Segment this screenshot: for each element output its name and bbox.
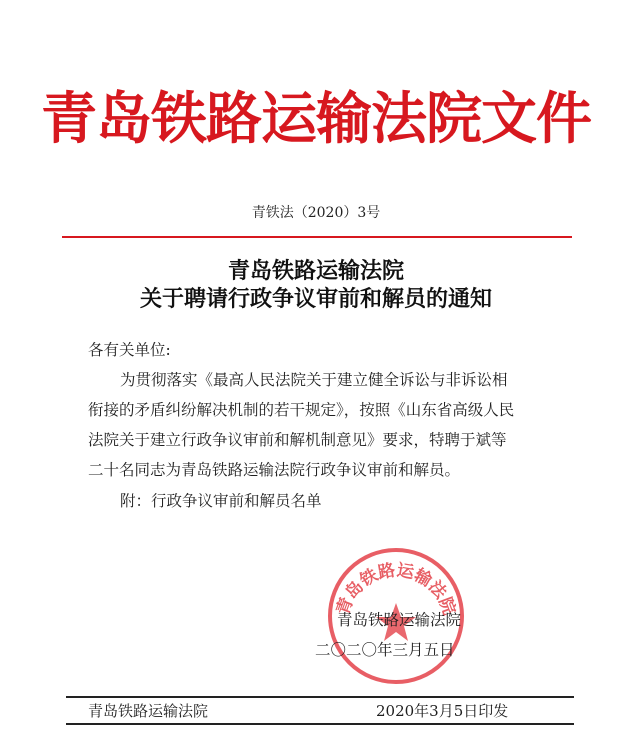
paragraph-line-3: 法院关于建立行政争议审前和解机制意见》要求，特聘于斌等 [88,431,507,449]
footer-rule-bottom [66,723,574,725]
issuer-name: 青岛铁路运输法院 [337,611,462,629]
notice-title-line-1: 青岛铁路运输法院 [227,259,404,284]
footer-issuing-org: 青岛铁路运输法院 [88,702,209,720]
paragraph-line-1: 为贯彻落实《最高人民法院关于建立健全诉讼与非诉讼相 [120,371,508,389]
document-header-title: 青岛铁路运输法院文件 [41,87,591,152]
paragraph-line-2: 衔接的矛盾纠纷解决机制的若干规定》，按照《山东省高级人民 [88,401,515,419]
document-number: 青铁法（2020）3号 [251,205,381,221]
salutation: 各有关单位: [88,341,171,359]
issue-date: 二〇二〇年三月五日 [315,641,455,659]
footer-print-date: 2020年3月5日印发 [376,702,509,720]
notice-title-line-2: 关于聘请行政争议审前和解员的通知 [139,287,492,312]
attachment-note: 附：行政争议审前和解员名单 [120,492,322,510]
stamp-text: 青岛铁路运输法院 [333,560,459,618]
header-red-rule [62,236,572,238]
paragraph-line-4: 二十名同志为青岛铁路运输法院行政争议审前和解员。 [88,461,461,479]
footer-rule-top [66,696,574,698]
